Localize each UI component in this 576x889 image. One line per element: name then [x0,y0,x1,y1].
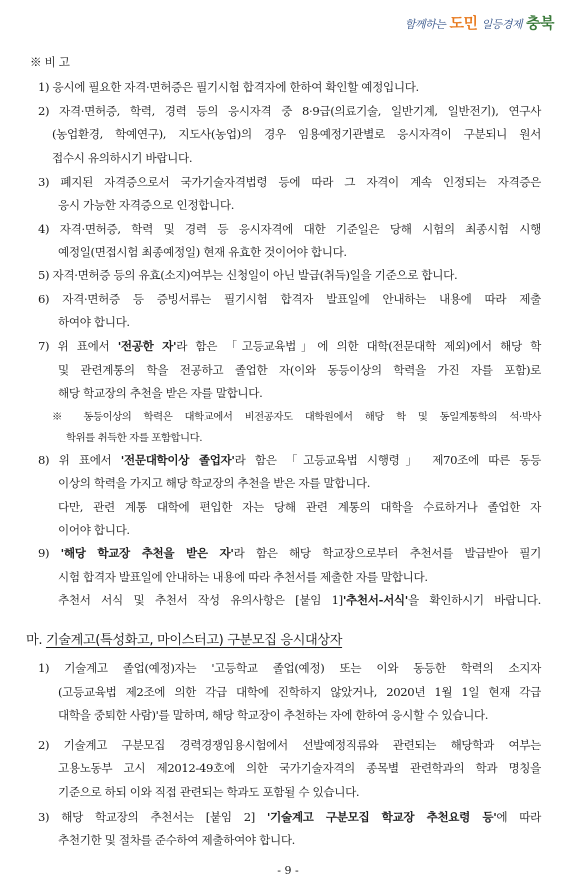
section-heading: 마. 기술계고(특성화고, 마이스터고) 구분모집 응시대상자 [26,633,343,648]
remark-4-line-1: 4) 자격·면허증, 학력 및 경력 등 응시자격에 대한 기준일은 당해 시험의 최종시험 시행 [38,222,541,236]
remark-7-line-1: 7) 위 표에서 '전공한 자'라 함은 「고등교육법」에 의한 대학(전문대학 제외)에서 해당 학 [38,339,542,353]
remark-2-line-2: (농업환경, 학예연구), 지도사(농업)의 경우 임용예정기관별로 응시자격이 구분되니 원서 [52,127,541,141]
remark-7-note-line-1: ※ 동등이상의 학력은 대학교에서 비전공자도 대학원에서 해당 학 및 동일계통학의 석·박사 [52,411,541,423]
remark-7-line-3: 해당 학교장의 추천을 받은 자를 말합니다. [58,386,263,400]
section-item-1-line-1: 1) 기술계고 졸업(예정)자는 '고등학교 졸업(예정) 또는 이와 동등한 학력의 소지자 [38,661,541,675]
remark-8-line-3: 다만, 관련 계통 대학에 편입한 자는 당해 관련 계통의 대학을 수료하거나 졸업한 자 [58,500,541,514]
remark-8-line-2: 이상의 학력을 가지고 해당 학교장의 추천을 받은 자를 말합니다. [58,476,371,490]
section-item-2-line-3: 기준으로 하되 이와 직접 관련되는 학과도 포함될 수 있습니다. [58,785,360,799]
remark-3-line-2: 응시 가능한 자격증으로 인정합니다. [58,198,235,212]
term-major: '전공한 자' [117,339,177,353]
page-number: - 9 - [277,864,299,877]
section-item-2-line-1: 2) 기술계고 구분모집 경력경쟁임용시험에서 선발예정직류와 관련되는 해당학과 여부는 [38,738,541,752]
term-recommended: '해당 학교장 추천을 받은 자' [60,546,234,560]
remark-2-line-3: 접수시 유의하시기 바랍니다. [52,151,193,165]
remark-1-line-1: 1) 응시에 필요한 자격·면허증은 필기시험 합격자에 한하여 확인할 예정입니다. [38,80,419,94]
section-item-3-line-1: 3) 해당 학교장의 추천서는 [붙임 2] '기술계고 구분모집 학교장 추천요령 등'에 따라 [38,810,541,824]
remark-9-line-2: 시험 합격자 발표일에 안내하는 내용에 따라 추천서를 제출한 자를 말합니다. [58,570,428,584]
remark-6-line-2: 하여야 합니다. [58,315,130,329]
remark-6-line-1: 6) 자격·면허증 등 증빙서류는 필기시험 합격자 발표일에 안내하는 내용에 따라 제출 [38,292,541,306]
remarks-title: ※ 비 고 [30,55,70,69]
remark-7-line-2: 및 관련계통의 학을 전공하고 졸업한 자(이와 동등이상의 학력을 가진 자를 포함)로 [58,363,541,377]
remark-3-line-1: 3) 폐지된 자격증으로서 국가기술자격법령 등에 따라 그 자격이 계속 인정되는 자격증은 [38,175,541,189]
section-item-3-line-2: 추천기한 및 절차를 준수하여 제출하여야 합니다. [58,833,296,847]
section-item-1-line-2: (고등교육법 제2조에 의한 각급 대학에 진학하지 않았거나, 2020년 1월 1일 현재 각급 [58,685,541,699]
remark-4-line-2: 예정일(면접시험 최종예정일) 현재 유효한 것이어야 합니다. [58,245,347,259]
term-college-graduate: '전문대학이상 졸업자' [120,453,235,467]
remark-9-line-3: 추천서 서식 및 추천서 작성 유의사항은 [붙임 1]'추천서-서식'을 확인하시기 바랍니다. [58,593,541,607]
section-item-1-line-3: 대학을 중퇴한 사람)'를 말하며, 해당 학교장이 추천하는 자에 한하여 응시할 수 있습니다. [58,708,489,722]
remark-7-note-line-2: 학위를 취득한 자를 포함합니다. [66,432,203,444]
remark-2-line-1: 2) 자격·면허증, 학력, 경력 등의 응시자격 중 8·9급(의료기술, 일반기계, 일반전기), 연구사 [38,104,541,118]
remark-8-line-4: 이어야 합니다. [58,523,130,537]
section-title: 기술계고(특성화고, 마이스터고) 구분모집 응시대상자 [45,633,343,648]
section-item-2-line-2: 고용노동부 고시 제2012-49호에 의한 국가기술자격의 종목별 관련학과의 학과 명칭을 [58,761,541,775]
remark-9-line-1: 9) '해당 학교장 추천을 받은 자'라 함은 해당 학교장으로부터 추천서를 발급받아 필기 [38,546,541,560]
remark-5-line-1: 5) 자격·면허증 등의 유효(소지)여부는 신청일이 아닌 발급(취득)일을 기준으로 합니다. [38,268,458,282]
term-school-recommendation-guide: '기술계고 구분모집 학교장 추천요령 등' [266,810,497,824]
remark-8-line-1: 8) 위 표에서 '전문대학이상 졸업자'라 함은 「고등교육법 시행령」 제70조에 따른 동등 [38,453,541,467]
term-recommendation-form: '추천서-서식' [342,593,408,607]
header-logo: 함께하는 도민 일등경제 충북 [404,14,554,32]
